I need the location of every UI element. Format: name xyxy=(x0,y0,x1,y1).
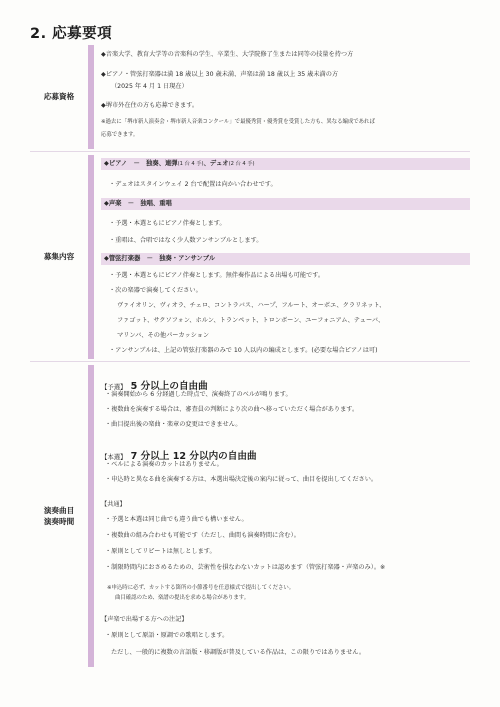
vocal-detail-line: ・予選・本選ともにピアノ伴奏とします。 xyxy=(109,220,226,227)
piano-category-title: ◆ピアノ － 独奏、連弾(1 台 4 手)、デュオ(2 台 4 手) xyxy=(104,160,255,167)
qualification-content xyxy=(101,45,470,149)
instruments-detail-line: ・予選・本選ともにピアノ伴奏とします。無伴奏作品による出場も可能です。 xyxy=(109,272,325,279)
program-section xyxy=(30,365,470,667)
qualification-label-cell xyxy=(30,45,88,149)
final-heading: 【本選】 7 分以上 12 分以内の自由曲 xyxy=(101,451,257,462)
program-label-cell xyxy=(30,365,88,667)
qualification-line: （2025 年 4 月 1 日現在） xyxy=(111,83,188,90)
instruments-category-title: ◆管弦打楽器 － 独奏・アンサンブル xyxy=(104,255,216,262)
prelim-detail-line: ・演奏開始から 6 分経過した時点で、演奏終了のベルが鳴ります。 xyxy=(105,391,292,398)
prelim-heading: 【予選】 5 分以上の自由曲 xyxy=(101,381,208,392)
qualification-line: ◆堺市外在住の方も応募できます。 xyxy=(101,102,199,109)
vocal-note-line: ただし、一般的に複数の言語版・移調版が普及している作品は、この限りではありません。 xyxy=(111,649,366,656)
instruments-category-header xyxy=(101,253,470,265)
section-divider xyxy=(30,151,470,152)
instrument-list-line: ヴァイオリン、ヴィオラ、チェロ、コントラバス、ハープ、フルート、オーボエ、クラリネット、 xyxy=(117,302,386,309)
vocal-category-title: ◆声楽 － 独唱、重唱 xyxy=(104,200,172,207)
qualification-note: ※過去に「堺市新人演奏会・堺市新人音楽コンクール」で最優秀賞・優秀賞を受賞した方も、異なる編成であれば xyxy=(101,119,375,125)
final-detail-line: ・申込時と異なる曲を演奏する方は、本選出場決定後の案内に従って、曲目を提出してください。 xyxy=(105,476,378,483)
vocal-category-header xyxy=(101,198,470,210)
common-detail-line: ・複数曲の組み合わせも可能です（ただし、曲間も演奏時間に含む）。 xyxy=(105,532,300,539)
recruitment-section xyxy=(30,155,470,359)
qualification-section xyxy=(30,45,470,149)
recruitment-label: 募集内容 xyxy=(43,252,75,262)
recruitment-label-cell xyxy=(30,155,88,359)
program-accent-bar xyxy=(88,365,94,667)
vocal-note-heading: 【声楽で出場する方への注記】 xyxy=(101,616,188,623)
prelim-detail-line: ・複数曲を演奏する場合は、審査員の判断により次の曲へ移っていただく場合があります。 xyxy=(105,406,359,413)
recruitment-accent-bar xyxy=(88,155,94,359)
cut-note-line: 曲目確認のため、楽譜の提出を求める場合があります。 xyxy=(115,595,250,601)
instruments-detail-line: ・次の楽器で演奏してください。 xyxy=(109,287,202,294)
common-detail-line: ・予選と本選は同じ曲でも違う曲でも構いません。 xyxy=(105,516,248,523)
qualification-line: ◆ピアノ・管弦打楽器は満 18 歳以上 30 歳未満、声楽は満 18 歳以上 35 歳未満の方 xyxy=(101,71,339,78)
program-label: 演奏曲目 演奏時間 xyxy=(43,505,75,526)
final-detail-line: ・ベルによる演奏のカットはありません。 xyxy=(105,461,223,468)
qualification-label: 応募資格 xyxy=(43,92,75,102)
qualification-accent-bar xyxy=(88,45,94,149)
section-heading: 2. 応募要項 xyxy=(30,26,113,42)
qualification-note: 応募できます。 xyxy=(101,132,139,138)
instrument-list-line: マリンバ、その他パーカッション xyxy=(117,332,210,339)
common-heading: 【共通】 xyxy=(101,501,126,508)
prelim-detail-line: ・曲目提出後の楽曲・楽章の変更はできません。 xyxy=(105,421,242,428)
program-content xyxy=(101,365,470,667)
piano-category-header xyxy=(101,158,470,170)
instrument-list-line: ファゴット、サクソフォン、ホルン、トランペット、トロンボーン、ユーフォニアム、テューバ、 xyxy=(117,317,385,324)
piano-detail-line: ・デュオはスタインウェイ 2 台で配置は向かい合わせです。 xyxy=(109,181,277,188)
qualification-line: ◆音楽大学、教育大学等の音楽科の学生、卒業生、大学院修了生または同等の技量を持つ方 xyxy=(101,51,354,58)
common-detail-line: ・原則としてリピートは無しとします。 xyxy=(105,548,216,555)
section-divider xyxy=(30,361,470,362)
common-detail-line: ・制限時間内におさめるための、芸術性を損なわないカットは認めます（管弦打楽器・声楽のみ）。※ xyxy=(105,564,386,571)
recruitment-content xyxy=(101,155,470,359)
instruments-detail-line: ・アンサンブルは、上記の管弦打楽器のみで 10 人以内の編成とします。(必要な場合ピアノは可) xyxy=(109,347,378,354)
vocal-note-line: ・原則として原語・原調での歌唱とします。 xyxy=(105,632,229,639)
cut-note-line: ※申込時に必ず、カットする箇所の小節番号を任意様式で提出してください。 xyxy=(107,585,295,591)
vocal-detail-line: ・重唱は、合唱ではなく少人数アンサンブルとします。 xyxy=(109,237,263,244)
